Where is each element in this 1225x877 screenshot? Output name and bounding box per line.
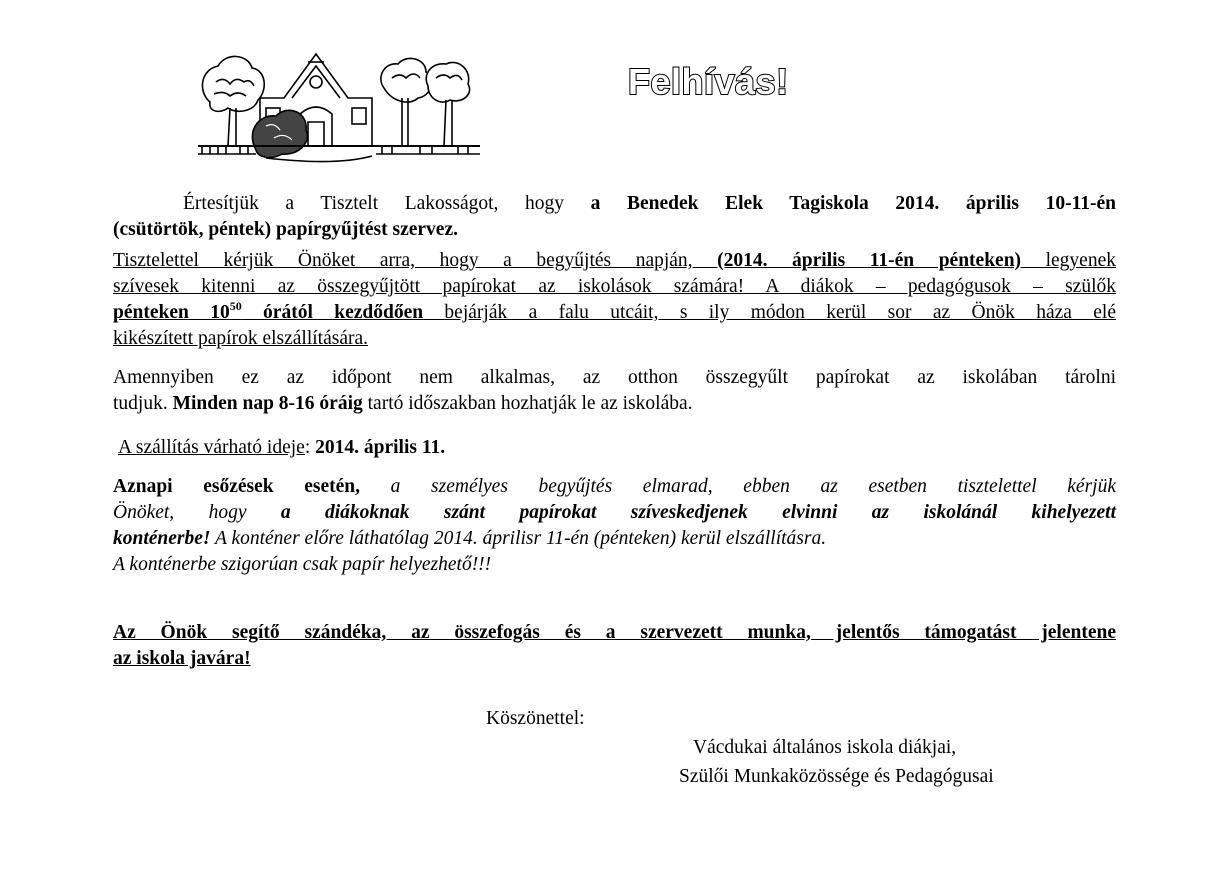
request-bold-start: órától kezdődően xyxy=(241,302,424,323)
signature-line-1: Vácdukai általános iskola diákjai, xyxy=(693,737,957,758)
request-text-tail: legyenek xyxy=(1021,250,1116,271)
request-line-1 xyxy=(113,248,1116,274)
closing-bold-text: Az Önök segítő szándéka, az összefogás és a szervezett munka, jelentős támogatást jelentene xyxy=(113,622,1116,643)
rain-italic-text-2: Önöket, hogy xyxy=(113,502,281,523)
rain-bold-container: konténerbe! xyxy=(113,528,211,549)
request-paragraph xyxy=(113,248,1116,352)
request-bold-date: (2014. április 11-én pénteken) xyxy=(717,250,1022,271)
rain-italic-paper-only: A konténerbe szigorúan csak papír helyezhető!!! xyxy=(113,554,492,575)
intro-line-1 xyxy=(113,191,1116,217)
closing-paragraph xyxy=(113,620,1116,672)
request-line-4: kikészített papírok elszállítására. xyxy=(113,328,369,349)
rain-line-3 xyxy=(113,526,1116,552)
delivery-label: A szállítás várható ideje xyxy=(118,437,305,458)
request-time-minutes: 50 xyxy=(229,299,242,313)
signature-line-2: Szülői Munkaközössége és Pedagógusai xyxy=(679,766,994,787)
intro-paragraph xyxy=(113,191,1116,243)
page-title: Felhívás! xyxy=(628,61,789,102)
alternative-text-tail: tartó időszakban hozhatják le az iskolába. xyxy=(362,393,693,414)
alternative-text: tudjuk. xyxy=(113,393,173,414)
alternative-paragraph xyxy=(113,365,1116,417)
rain-bold-condition: Aznapi esőzések esetén, xyxy=(113,476,361,497)
intro-line-2 xyxy=(113,217,1116,243)
closing-line-2 xyxy=(113,646,1116,672)
school-building-logo xyxy=(196,42,482,164)
delivery-date: 2014. április 11. xyxy=(315,437,446,458)
closing-bold-text-2: az iskola javára! xyxy=(113,648,251,669)
request-bold-time: pénteken 10 xyxy=(113,302,230,323)
request-line-2: szívesek kitenni az összegyűjtött papírokat az iskolások számára! A diákok – pedagógusok – szülők xyxy=(113,276,1116,297)
rain-line-4 xyxy=(113,552,1116,578)
delivery-colon: : xyxy=(304,437,316,458)
rain-paragraph xyxy=(113,474,1116,578)
rain-line-2 xyxy=(113,500,1116,526)
thanks-label: Köszönettel: xyxy=(486,708,585,729)
rain-bold-request: a diákoknak szánt papírokat szíveskedjenek elvinni az iskolánál kihelyezett xyxy=(280,502,1116,523)
rain-italic-pickup: A konténer előre láthatólag 2014. áprilisr 11-én (pénteken) kerül elszállításra. xyxy=(210,528,827,549)
delivery-line xyxy=(118,435,1121,461)
rain-italic-text: a személyes begyűjtés elmarad, ebben az esetben tisztelettel kérjük xyxy=(360,476,1116,497)
alternative-line-2 xyxy=(113,391,1116,417)
alternative-bold-hours: Minden nap 8-16 óráig xyxy=(172,393,363,414)
request-text-route: bejárják a falu utcáit, s ily módon kerül sor az Önök háza elé xyxy=(423,302,1116,323)
intro-text: Értesítjük a Tisztelt Lakosságot, hogy xyxy=(183,193,591,214)
rain-line-1 xyxy=(113,474,1116,500)
alternative-line-1: Amennyiben ez az időpont nem alkalmas, az otthon összegyűlt papírokat az iskolában tárolni xyxy=(113,367,1116,388)
request-line-3 xyxy=(113,300,1116,326)
intro-bold-school-date: a Benedek Elek Tagiskola 2014. április 10-11-én xyxy=(590,193,1116,214)
request-text: Tisztelettel kérjük Önöket arra, hogy a begyűjtés napján, xyxy=(113,250,718,271)
closing-line-1 xyxy=(113,620,1116,646)
intro-bold-event: (csütörtök, péntek) papírgyűjtést szervez. xyxy=(113,219,458,240)
